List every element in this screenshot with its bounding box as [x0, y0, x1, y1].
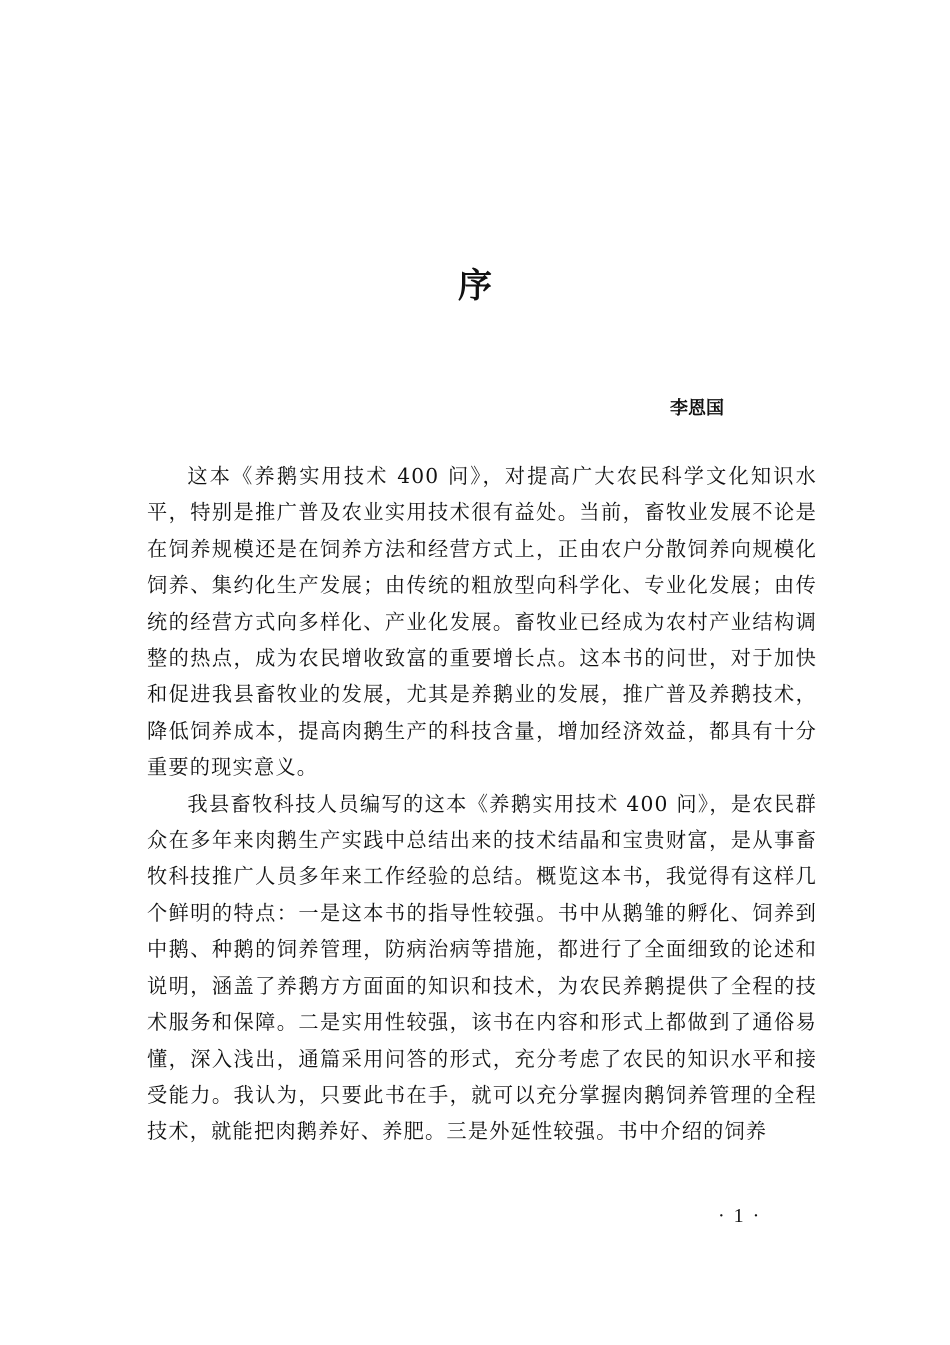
page-number: · 1 ·	[718, 1205, 762, 1227]
author-name: 李恩国	[670, 398, 724, 419]
page-title: 序	[458, 266, 492, 306]
paragraph: 我县畜牧科技人员编写的这本《养鹅实用技术 400 问》，是农民群众在多年来肉鹅生产实践中总结出来的技术结晶和宝贵财富，是从事畜牧科技推广人员多年来工作经验的总结。概览这本书，我觉得有这样几个鲜明的特点：一是这本书的指导性较强。书中从鹅雏的孵化、饲养到中鹅、种鹅的饲养管理，防病治病等措施，都进行了全面细致的论述和说明，涵盖了养鹅方方面面的知识和技术，为农民养鹅提供了全程的技术服务和保障。二是实用性较强，该书在内容和形式上都做到了通俗易懂，深入浅出，通篇采用问答的形式，充分考虑了农民的知识水平和接受能力。我认为，只要此书在手，就可以充分掌握肉鹅饲养管理的全程技术，就能把肉鹅养好、养肥。三是外延性较强。书中介绍的饲养	[147, 791, 817, 1144]
paragraph: 这本《养鹅实用技术 400 问》，对提高广大农民科学文化知识水平，特别是推广普及农业实用技术很有益处。当前，畜牧业发展不论是在饲养规模还是在饲养方法和经营方式上，正由农户分散饲养向规模化饲养、集约化生产发展；由传统的粗放型向科学化、专业化发展；由传统的经营方式向多样化、产业化发展。畜牧业已经成为农村产业结构调整的热点，成为农民增收致富的重要增长点。这本书的问世，对于加快和促进我县畜牧业的发展，尤其是养鹅业的发展，推广普及养鹅技术，降低饲养成本，提高肉鹅生产的科技含量，增加经济效益，都具有十分重要的现实意义。	[147, 464, 817, 780]
body-text	[147, 458, 817, 1150]
